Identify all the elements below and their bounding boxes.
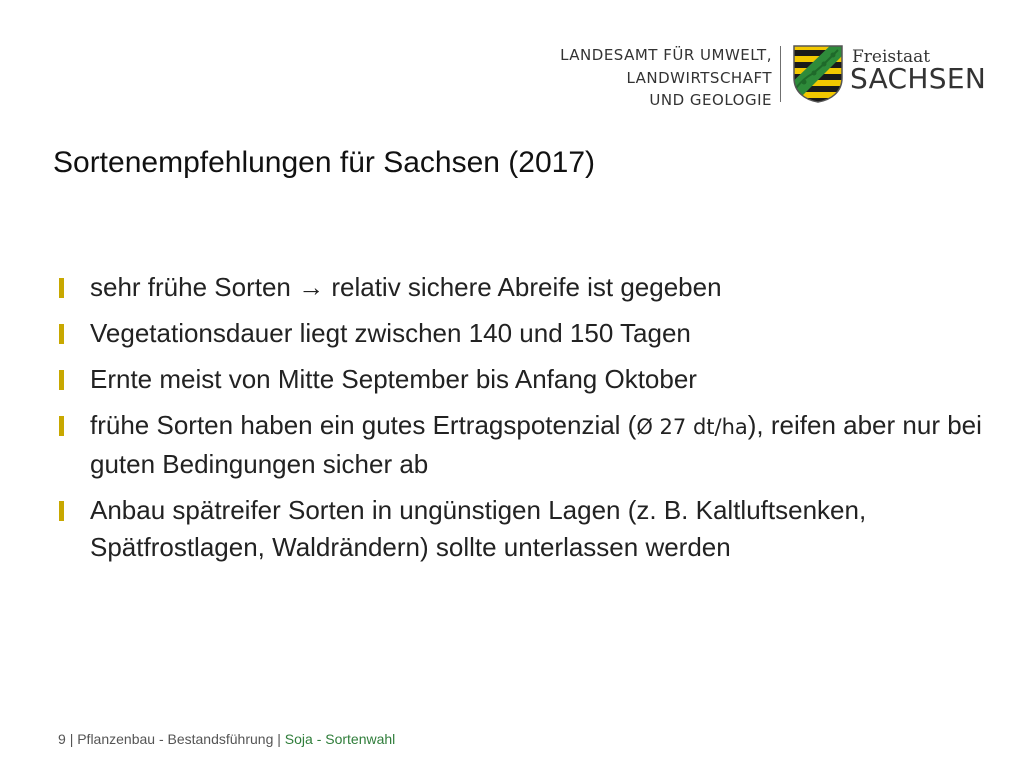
bullet-marker-icon — [59, 370, 64, 390]
bullet-marker-icon — [59, 324, 64, 344]
footer-separator: | — [277, 731, 281, 747]
agency-line-3: UND GEOLOGIE — [649, 91, 772, 109]
agency-line-1: LANDESAMT FÜR UMWELT, — [560, 46, 772, 64]
bullet-item — [54, 492, 984, 566]
bullet-text: sehr frühe Sorten → relativ sichere Abreife ist gegeben — [90, 272, 722, 302]
freistaat-label: Freistaat — [852, 47, 931, 67]
agency-name — [472, 44, 772, 112]
bullet-text: Vegetationsdauer liegt zwischen 140 und 150 Tagen — [90, 318, 691, 348]
bullet-marker-icon — [59, 278, 64, 298]
bullet-text-before: frühe Sorten haben ein gutes Ertragspotenzial ( — [90, 410, 637, 440]
bullet-marker-icon — [59, 416, 64, 436]
bullet-marker-icon — [59, 501, 64, 521]
footer-current-topic: Soja - Sortenwahl — [284, 731, 396, 747]
bullet-list — [54, 269, 984, 575]
saxony-coat-of-arms-icon — [792, 44, 844, 104]
footer-section: Pflanzenbau - Bestandsführung — [77, 731, 274, 747]
bullet-text: Ernte meist von Mitte September bis Anfang Oktober — [90, 364, 697, 394]
header-divider — [780, 46, 781, 102]
sachsen-label: SACHSEN — [850, 62, 987, 95]
bullet-item — [54, 269, 984, 306]
bullet-text: Anbau spätreifer Sorten in ungünstigen Lagen (z. B. Kaltluftsenken, Spätfrostlagen, Waldrändern) sollte unterlassen werden — [90, 495, 867, 562]
agency-line-2: LANDWIRTSCHAFT — [626, 68, 772, 87]
bullet-item — [54, 315, 984, 352]
bullet-item — [54, 361, 984, 398]
page-title: Sortenempfehlungen für Sachsen (2017) — [53, 146, 596, 179]
bullet-text-after: ), reifen aber nur bei guten Bedingungen sicher ab — [90, 410, 982, 479]
footer — [58, 730, 395, 748]
bullet-item — [54, 407, 984, 483]
page-number: 9 — [58, 731, 66, 747]
yield-unit: Ø 27 dt/ha — [636, 415, 748, 439]
footer-separator: | — [69, 731, 74, 747]
